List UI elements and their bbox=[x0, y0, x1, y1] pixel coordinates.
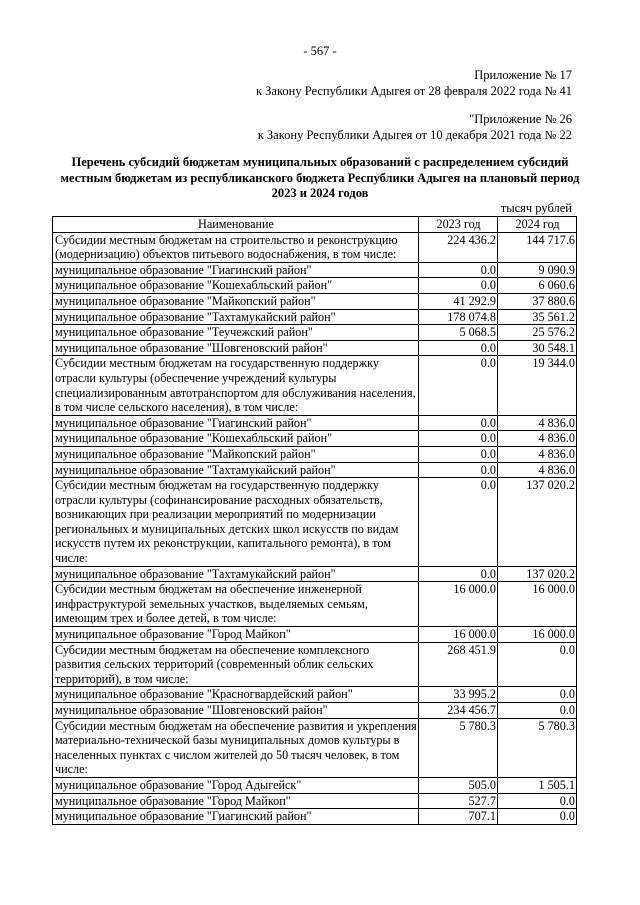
table-row bbox=[53, 809, 577, 825]
cell-name: муниципальное образование "Теучежский район" bbox=[53, 325, 419, 341]
cell-name: муниципальное образование "Город Адыгейск" bbox=[53, 777, 419, 793]
header-2023: 2023 год bbox=[419, 217, 498, 233]
appendix-current-law: к Закону Республики Адыгея от 28 февраля 2022 года № 41 bbox=[255, 84, 572, 98]
table-row bbox=[53, 232, 577, 262]
cell-2023: 0.0 bbox=[419, 462, 498, 478]
cell-2024: 0.0 bbox=[498, 809, 577, 825]
cell-2023: 0.0 bbox=[419, 446, 498, 462]
cell-2023: 0.0 bbox=[419, 278, 498, 294]
table-row bbox=[53, 718, 577, 777]
table-row bbox=[53, 262, 577, 278]
cell-name: муниципальное образование "Тахтамукайский район" bbox=[53, 462, 419, 478]
table-row bbox=[53, 309, 577, 325]
cell-2024: 35 561.2 bbox=[498, 309, 577, 325]
table-row bbox=[53, 793, 577, 809]
cell-2024: 144 717.6 bbox=[498, 232, 577, 262]
cell-name: муниципальное образование "Шовгеновский район" bbox=[53, 340, 419, 356]
cell-name: муниципальное образование "Город Майкоп" bbox=[53, 627, 419, 643]
table-row bbox=[53, 340, 577, 356]
cell-2023: 707.1 bbox=[419, 809, 498, 825]
header-2024: 2024 год bbox=[498, 217, 577, 233]
cell-2024: 4 836.0 bbox=[498, 431, 577, 447]
cell-2024: 0.0 bbox=[498, 642, 577, 687]
table-row bbox=[53, 415, 577, 431]
cell-name: муниципальное образование "Тахтамукайский район" bbox=[53, 309, 419, 325]
cell-2024: 137 020.2 bbox=[498, 566, 577, 582]
table-row bbox=[53, 582, 577, 627]
cell-2023: 5 068.5 bbox=[419, 325, 498, 341]
cell-2023: 0.0 bbox=[419, 340, 498, 356]
cell-name: Субсидии местным бюджетам на государственную поддержку отрасли культуры (обеспечение учреждений культуры специализированным автотранспортом для обслуживания населения, в том числе сельского населения), в том числе: bbox=[53, 356, 419, 415]
cell-name: Субсидии местным бюджетам на государственную поддержку отрасли культуры (софинансирование расходных обязательств, возникающих при реализации мероприятий по модернизации региональных и муниципальных детских школ искусств по видам искусств путем их реконструкции, капитального ремонта), в том числе: bbox=[53, 478, 419, 567]
table-row bbox=[53, 703, 577, 719]
cell-2023: 268 451.9 bbox=[419, 642, 498, 687]
table-header-row bbox=[53, 217, 577, 233]
table-row bbox=[53, 431, 577, 447]
cell-2024: 19 344.0 bbox=[498, 356, 577, 415]
cell-name: муниципальное образование "Красногвардейский район" bbox=[53, 687, 419, 703]
cell-name: Субсидии местным бюджетам на обеспечение инженерной инфраструктурой земельных участков, выделяемых семьям, имеющим трех и более детей, в том числе: bbox=[53, 582, 419, 627]
cell-2024: 6 060.6 bbox=[498, 278, 577, 294]
cell-2024: 16 000.0 bbox=[498, 582, 577, 627]
cell-2024: 16 000.0 bbox=[498, 627, 577, 643]
appendix-original-law: к Закону Республики Адыгея от 10 декабря 2021 года № 22 bbox=[257, 128, 572, 142]
cell-2023: 16 000.0 bbox=[419, 627, 498, 643]
cell-2023: 0.0 bbox=[419, 356, 498, 415]
table-row bbox=[53, 462, 577, 478]
cell-name: муниципальное образование "Тахтамукайский район" bbox=[53, 566, 419, 582]
cell-2023: 527.7 bbox=[419, 793, 498, 809]
cell-name: муниципальное образование "Город Майкоп" bbox=[53, 793, 419, 809]
cell-2024: 0.0 bbox=[498, 793, 577, 809]
table-row bbox=[53, 446, 577, 462]
cell-2023: 0.0 bbox=[419, 478, 498, 567]
cell-2024: 0.0 bbox=[498, 687, 577, 703]
appendix-current-number: Приложение № 17 bbox=[474, 68, 572, 82]
cell-2024: 37 880.6 bbox=[498, 293, 577, 309]
table-row bbox=[53, 278, 577, 294]
table-row bbox=[53, 325, 577, 341]
cell-2023: 5 780.3 bbox=[419, 718, 498, 777]
cell-name: Субсидии местным бюджетам на обеспечение комплексного развития сельских территорий (современный облик сельских территорий), в том числе: bbox=[53, 642, 419, 687]
table-row bbox=[53, 642, 577, 687]
table-row bbox=[53, 627, 577, 643]
appendix-original bbox=[258, 111, 572, 143]
cell-2023: 16 000.0 bbox=[419, 582, 498, 627]
cell-2024: 5 780.3 bbox=[498, 718, 577, 777]
table-body bbox=[53, 232, 577, 824]
cell-name: муниципальное образование "Майкопский район" bbox=[53, 446, 419, 462]
cell-2024: 0.0 bbox=[498, 703, 577, 719]
table-row bbox=[53, 293, 577, 309]
cell-2023: 0.0 bbox=[419, 415, 498, 431]
cell-name: муниципальное образование "Кошехабльский район" bbox=[53, 278, 419, 294]
cell-2023: 505.0 bbox=[419, 777, 498, 793]
cell-2024: 4 836.0 bbox=[498, 462, 577, 478]
cell-2023: 0.0 bbox=[419, 262, 498, 278]
cell-2023: 33 995.2 bbox=[419, 687, 498, 703]
cell-2023: 178 074.8 bbox=[419, 309, 498, 325]
document-title: Перечень субсидий бюджетам муниципальных образований с распределением субсидий местным бюджетам из республиканского бюджета Республики Адыгея на плановый период 2023 и 2024 годов bbox=[60, 155, 580, 200]
cell-2024: 1 505.1 bbox=[498, 777, 577, 793]
table-row bbox=[53, 478, 577, 567]
cell-2023: 41 292.9 bbox=[419, 293, 498, 309]
cell-name: муниципальное образование "Шовгеновский район" bbox=[53, 703, 419, 719]
subsidies-table bbox=[52, 216, 577, 825]
page-number: - 567 - bbox=[303, 44, 337, 58]
table-row bbox=[53, 777, 577, 793]
table-row bbox=[53, 687, 577, 703]
cell-name: муниципальное образование "Гиагинский район" bbox=[53, 262, 419, 278]
cell-name: муниципальное образование "Майкопский район" bbox=[53, 293, 419, 309]
header-name: Наименование bbox=[53, 217, 419, 233]
cell-name: Субсидии местным бюджетам на обеспечение развития и укрепления материально-технической базы муниципальных домов культуры в населенных пунктах с числом жителей до 50 тысяч человек, в том числе: bbox=[53, 718, 419, 777]
cell-2023: 0.0 bbox=[419, 431, 498, 447]
cell-2024: 9 090.9 bbox=[498, 262, 577, 278]
cell-2023: 0.0 bbox=[419, 566, 498, 582]
cell-2024: 4 836.0 bbox=[498, 446, 577, 462]
appendix-current bbox=[256, 67, 572, 99]
cell-name: муниципальное образование "Кошехабльский район" bbox=[53, 431, 419, 447]
cell-name: муниципальное образование "Гиагинский район" bbox=[53, 415, 419, 431]
cell-2024: 25 576.2 bbox=[498, 325, 577, 341]
table-row bbox=[53, 566, 577, 582]
cell-name: муниципальное образование "Гиагинский район" bbox=[53, 809, 419, 825]
cell-2023: 234 456.7 bbox=[419, 703, 498, 719]
cell-2024: 137 020.2 bbox=[498, 478, 577, 567]
cell-2023: 224 436.2 bbox=[419, 232, 498, 262]
units-label: тысяч рублей bbox=[500, 201, 572, 215]
cell-name: Субсидии местным бюджетам на строительство и реконструкцию (модернизацию) объектов питьевого водоснабжения, в том числе: bbox=[53, 232, 419, 262]
cell-2024: 4 836.0 bbox=[498, 415, 577, 431]
cell-2024: 30 548.1 bbox=[498, 340, 577, 356]
table-row bbox=[53, 356, 577, 415]
appendix-original-number: "Приложение № 26 bbox=[469, 112, 572, 126]
